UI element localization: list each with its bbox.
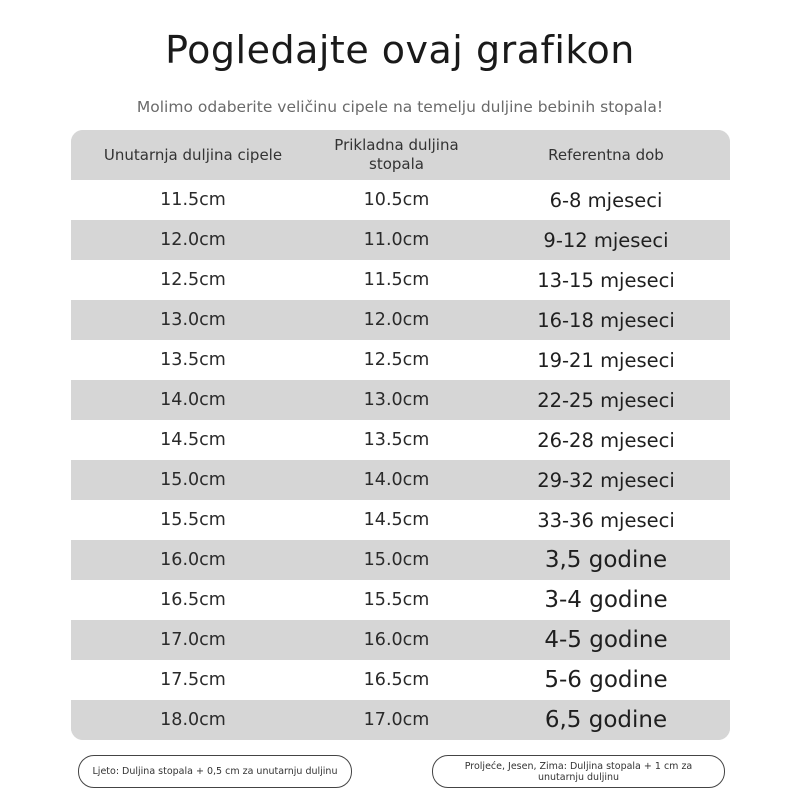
- header-age: Referentna dob: [548, 145, 664, 164]
- cell-foot-length: 14.5cm: [363, 510, 430, 530]
- cell-foot-length: 17.0cm: [363, 710, 430, 730]
- cell-foot-length: 16.0cm: [363, 630, 430, 650]
- table-row: [71, 220, 730, 260]
- cell-foot-length: 15.0cm: [363, 550, 430, 570]
- cell-foot-length: 12.0cm: [363, 310, 430, 330]
- cell-foot-length: 16.5cm: [363, 670, 430, 690]
- table-row: [71, 180, 730, 220]
- table-row: [71, 580, 730, 620]
- cell-inner-length: 14.0cm: [160, 390, 226, 410]
- page-title: Pogledajte ovaj grafikon: [165, 28, 635, 72]
- cell-age: 22-25 mjeseci: [537, 388, 675, 412]
- summer-note: Ljeto: Duljina stopala + 0,5 cm za unutarnju duljinu: [78, 755, 352, 788]
- cell-inner-length: 16.0cm: [160, 550, 226, 570]
- page-subtitle: Molimo odaberite veličinu cipele na temelju duljine bebinih stopala!: [136, 98, 664, 116]
- cell-foot-length: 10.5cm: [363, 190, 430, 210]
- cell-inner-length: 12.5cm: [160, 270, 226, 290]
- cell-age: 13-15 mjeseci: [537, 268, 675, 292]
- table-row: [71, 540, 730, 580]
- cell-inner-length: 17.5cm: [160, 670, 226, 690]
- size-chart-table: [71, 130, 730, 740]
- cell-inner-length: 12.0cm: [160, 230, 226, 250]
- cell-age: 26-28 mjeseci: [537, 428, 675, 452]
- cell-age: 3,5 godine: [544, 547, 668, 573]
- table-row: [71, 500, 730, 540]
- cell-age: 16-18 mjeseci: [537, 308, 675, 332]
- cell-age: 4-5 godine: [544, 627, 668, 653]
- cell-age: 5-6 godine: [544, 667, 668, 693]
- cell-inner-length: 13.5cm: [160, 350, 226, 370]
- cell-inner-length: 16.5cm: [160, 590, 226, 610]
- cell-inner-length: 14.5cm: [160, 430, 226, 450]
- cell-inner-length: 17.0cm: [160, 630, 226, 650]
- other-seasons-note: Proljeće, Jesen, Zima: Duljina stopala + 1 cm za unutarnju duljinu: [432, 755, 725, 788]
- table-row: [71, 660, 730, 700]
- table-row: [71, 700, 730, 740]
- table-row: [71, 300, 730, 340]
- cell-age: 6-8 mjeseci: [549, 188, 663, 212]
- cell-inner-length: 11.5cm: [160, 190, 226, 210]
- cell-foot-length: 14.0cm: [363, 470, 430, 490]
- table-row: [71, 260, 730, 300]
- cell-foot-length: 11.0cm: [363, 230, 430, 250]
- table-header: [71, 130, 730, 180]
- table-row: [71, 380, 730, 420]
- cell-foot-length: 13.0cm: [363, 390, 430, 410]
- cell-inner-length: 15.0cm: [160, 470, 226, 490]
- cell-inner-length: 13.0cm: [160, 310, 226, 330]
- header-foot-length: Prikladna duljina stopala: [334, 136, 459, 173]
- cell-inner-length: 15.5cm: [160, 510, 226, 530]
- cell-foot-length: 11.5cm: [363, 270, 430, 290]
- cell-foot-length: 15.5cm: [363, 590, 430, 610]
- table-row: [71, 420, 730, 460]
- cell-age: 9-12 mjeseci: [543, 228, 669, 252]
- header-inner-length: Unutarnja duljina cipele: [103, 145, 283, 164]
- cell-age: 33-36 mjeseci: [537, 508, 675, 532]
- cell-age: 29-32 mjeseci: [537, 468, 675, 492]
- cell-age: 3-4 godine: [544, 587, 668, 613]
- cell-age: 6,5 godine: [544, 707, 668, 733]
- table-row: [71, 460, 730, 500]
- cell-foot-length: 12.5cm: [363, 350, 430, 370]
- cell-age: 19-21 mjeseci: [537, 348, 675, 372]
- cell-foot-length: 13.5cm: [363, 430, 430, 450]
- table-row: [71, 340, 730, 380]
- table-row: [71, 620, 730, 660]
- cell-inner-length: 18.0cm: [160, 710, 226, 730]
